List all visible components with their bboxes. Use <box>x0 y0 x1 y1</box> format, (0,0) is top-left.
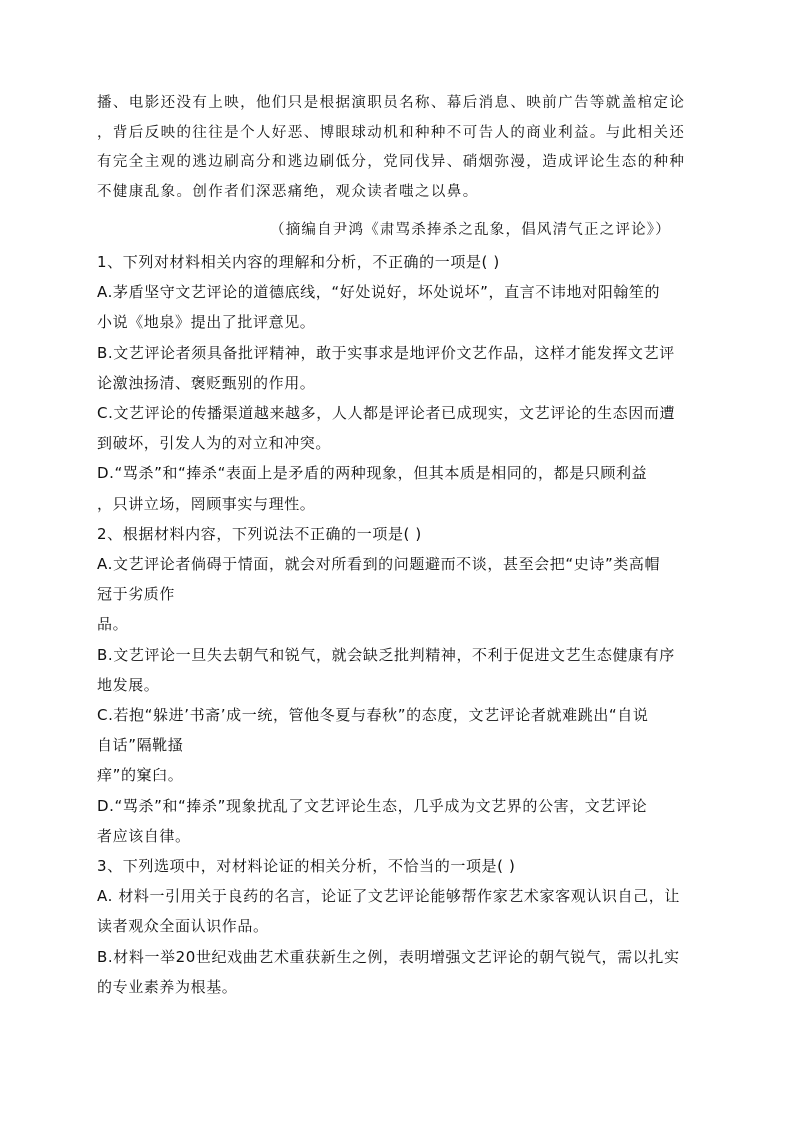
question-line: C.文艺评论的传播渠道越来越多，人人都是评论者已成现实，文艺评论的生态因而遭 <box>97 404 676 423</box>
question-line: 品。 <box>97 615 129 634</box>
question-line: A.文艺评论者倘碍于情面，就会对所看到的问题避而不谈，甚至会把“史诗”类高帽 <box>97 555 661 574</box>
question-line: 到破坏，引发人为的对立和冲突。 <box>97 434 332 453</box>
question-line: D.“骂杀”和“捧杀”现象扰乱了文艺评论生态，几乎成为文艺界的公害，文艺评论 <box>97 796 648 815</box>
question-2-stem: 2、根据材料内容，下列说法不正确的一项是( ) <box>97 524 422 543</box>
question-line: 小说《地泉》提出了批评意见。 <box>97 313 316 332</box>
passage-line: ，背后反映的往往是个人好恶、博眼球动机和种种不可告人的商业利益。与此相关还 <box>97 124 686 141</box>
question-line: 论激浊扬清、褒贬甄别的作用。 <box>97 373 316 392</box>
question-line: 地发展。 <box>97 675 160 694</box>
question-line: C.若抱“躲进’书斋’成一统，管他冬夏与春秋”的态度，文艺评论者就难跳出“自说 <box>97 706 649 725</box>
passage-line: 不健康乱象。创作者们深恶痛绝，观众读者嗤之以鼻。 <box>97 183 479 200</box>
question-line: 者应该自律。 <box>97 826 191 845</box>
question-line: 读者观众全面认识作品。 <box>97 917 269 936</box>
question-line: B.文艺评论一旦失去朝气和锐气，就会缺乏批判精神，不利于促进文艺生态健康有序 <box>97 645 675 664</box>
question-line: 自话”隔靴搔 <box>97 736 184 755</box>
question-line: 痒”的窠臼。 <box>97 766 184 785</box>
passage-line: 有完全主观的逃边刷高分和逃边刷低分，党同伐异、硝烟弥漫，造成评论生态的种种 <box>97 154 686 170</box>
passage-line: 播、电影还没有上映，他们只是根据演职员名称、幕后消息、映前广告等就盖棺定论 <box>97 95 686 111</box>
question-1-stem: 1、下列对材料相关内容的理解和分析，不正确的一项是( ) <box>97 253 500 271</box>
question-line: D.“骂杀”和“捧杀“表面上是矛盾的两种现象，但其本质是相同的，都是只顾利益 <box>97 464 648 483</box>
question-line: ，只讲立场，罔顾事实与理性。 <box>97 494 316 513</box>
question-line: A. 材料一引用关于良药的名言，论证了文艺评论能够帮作家艺术家客观认识自己，让 <box>97 887 680 906</box>
question-3-stem: 3、下列选项中，对材料论证的相关分析，不恰当的一项是( ) <box>97 857 516 876</box>
question-line: 的专业素养为根基。 <box>97 977 238 996</box>
question-section <box>97 247 703 1002</box>
question-line: 冠于劣质作 <box>97 585 176 604</box>
question-line: B.文艺评论者须具备批评精神，敢于实事求是地评价文艺作品，这样才能发挥文艺评 <box>97 343 675 362</box>
question-line: B.材料一举20世纪戏曲艺术重获新生之例，表明增强文艺评论的朝气锐气，需以扎实 <box>97 947 680 966</box>
question-line: A.茅盾坚守文艺评论的道德底线，“好处说好，坏处说坏”，直言不讳地对阳翰笙的 <box>97 283 661 302</box>
source-citation: （摘编自尹鸿《肃骂杀捧杀之乱象，倡风清气正之评论》） <box>270 222 671 238</box>
passage-text <box>97 89 701 207</box>
